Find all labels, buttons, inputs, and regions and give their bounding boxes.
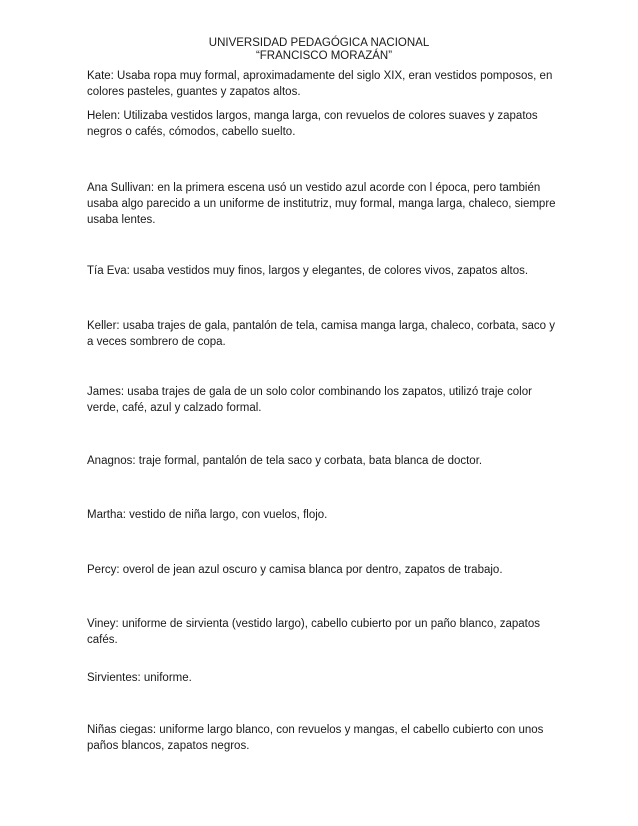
paragraph-tia-eva: Tía Eva: usaba vestidos muy finos, largos y elegantes, de colores vivos, zapatos altos.	[87, 265, 529, 277]
paragraph-helen: Helen: Utilizaba vestidos largos, manga larga, con revuelos de colores suaves y zapatos negros o cafés, cómodos, cabello suelto.	[87, 110, 538, 138]
university-name: UNIVERSIDAD PEDAGÓGICA NACIONAL	[208, 37, 430, 49]
paragraph-martha: Martha: vestido de niña largo, con vuelos, flojo.	[87, 509, 328, 521]
paragraph-james: James: usaba trajes de gala de un solo color combinando los zapatos, utilizó traje color verde, café, azul y calzado formal.	[87, 386, 532, 414]
paragraph-ninas-ciegas: Niñas ciegas: uniforme largo blanco, con revuelos y mangas, el cabello cubierto con unos paños blancos, zapatos negros.	[87, 724, 544, 752]
paragraph-kate: Kate: Usaba ropa muy formal, aproximadamente del siglo XIX, eran vestidos pomposos, en colores pasteles, guantes y zapatos altos.	[87, 70, 553, 98]
paragraph-ana-sullivan: Ana Sullivan: en la primera escena usó un vestido azul acorde con l época, pero también usaba algo parecido a un uniforme de institutriz, muy formal, manga larga, chaleco, siempre usaba lentes.	[87, 182, 556, 226]
paragraph-viney: Viney: uniforme de sirvienta (vestido largo), cabello cubierto por un paño blanco, zapatos cafés.	[87, 618, 541, 646]
paragraph-anagnos: Anagnos: traje formal, pantalón de tela saco y corbata, bata blanca de doctor.	[87, 455, 483, 467]
paragraph-keller: Keller: usaba trajes de gala, pantalón de tela, camisa manga larga, chaleco, corbata, saco y a veces sombrero de copa.	[87, 320, 555, 348]
paragraph-sirvientes: Sirvientes: uniforme.	[87, 672, 192, 684]
university-subtitle: “FRANCISCO MORAZÁN”	[255, 50, 393, 62]
paragraph-percy: Percy: overol de jean azul oscuro y camisa blanca por dentro, zapatos de trabajo.	[87, 564, 503, 576]
